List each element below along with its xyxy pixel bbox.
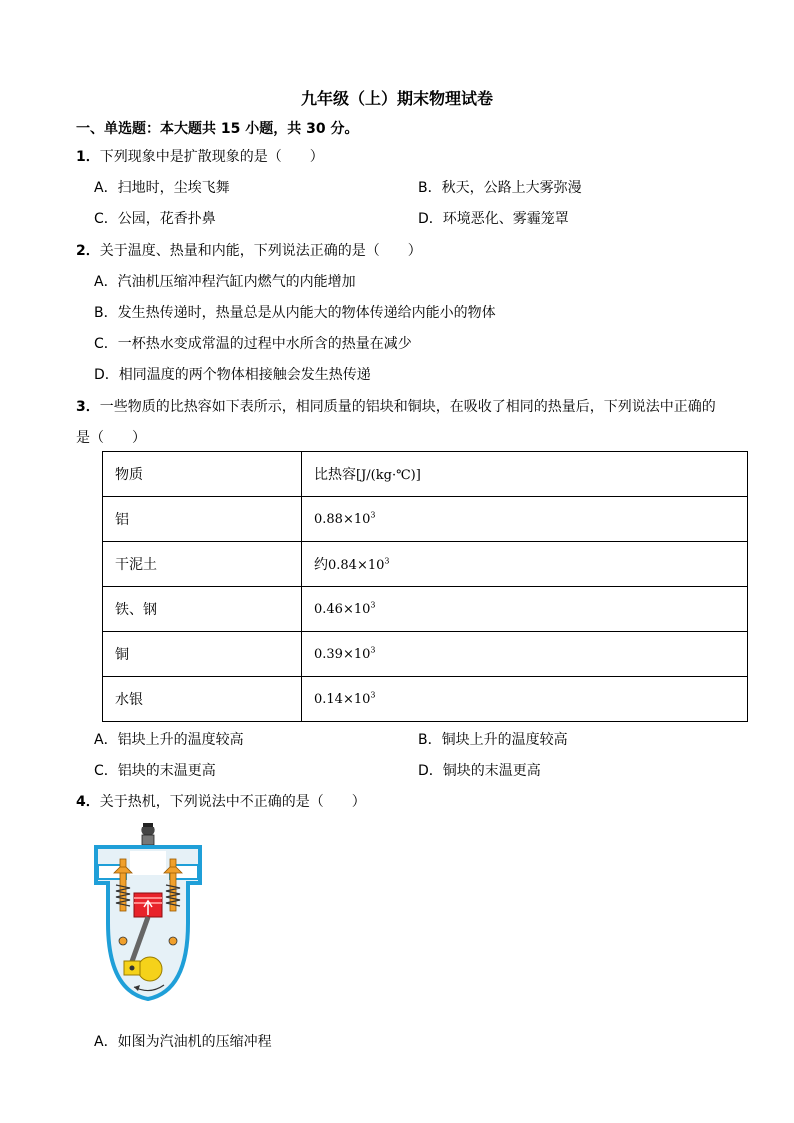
question-stem-continued: 是（ ） bbox=[76, 430, 146, 446]
option-2b[interactable]: B．发生热传递时，热量总是从内能大的物体传递给内能小的物体 bbox=[94, 305, 496, 321]
table-row bbox=[103, 542, 748, 587]
header-unit: [J/(kg·℃)] bbox=[356, 468, 421, 483]
substance-cell: 铜 bbox=[103, 632, 302, 677]
substance-cell: 铝 bbox=[103, 497, 302, 542]
value-cell: $0.14\times 10^3$ bbox=[302, 677, 748, 722]
section-heading: 一、单选题：本大题共 15 小题，共 30 分。 bbox=[76, 121, 359, 137]
option-2c[interactable]: C．一杯热水变成常温的过程中水所含的热量在减少 bbox=[94, 336, 412, 352]
question-number: 4． bbox=[76, 794, 100, 810]
question-1 bbox=[76, 146, 324, 166]
option-4a[interactable]: A．如图为汽油机的压缩冲程 bbox=[94, 1034, 272, 1050]
question-stem: 关于温度、热量和内能，下列说法正确的是（ ） bbox=[99, 243, 422, 259]
specific-heat-table bbox=[102, 451, 748, 722]
header-label: 比热容 bbox=[314, 467, 356, 483]
option-2a[interactable]: A．汽油机压缩冲程汽缸内燃气的内能增加 bbox=[94, 274, 356, 290]
value-cell: 约$0.84\times 10^3$ bbox=[302, 542, 748, 587]
option-3b[interactable]: B．铜块上升的温度较高 bbox=[418, 732, 568, 748]
table-row bbox=[103, 497, 748, 542]
question-number: 2． bbox=[76, 243, 100, 259]
question-number: 3． bbox=[76, 399, 100, 415]
value-cell: $0.46\times 10^3$ bbox=[302, 587, 748, 632]
value-cell: $0.88\times 10^3$ bbox=[302, 497, 748, 542]
substance-cell: 水银 bbox=[103, 677, 302, 722]
substance-cell: 干泥土 bbox=[103, 542, 302, 587]
question-3 bbox=[76, 396, 716, 416]
option-3a[interactable]: A．铝块上升的温度较高 bbox=[94, 732, 244, 748]
table-header-cell bbox=[302, 452, 748, 497]
option-1c[interactable]: C．公园，花香扑鼻 bbox=[94, 211, 216, 227]
table-row bbox=[103, 587, 748, 632]
option-3d[interactable]: D．铜块的末温更高 bbox=[418, 763, 541, 779]
table-row bbox=[103, 632, 748, 677]
question-number: 1． bbox=[76, 149, 100, 165]
question-stem: 一些物质的比热容如下表所示，相同质量的铝块和铜块，在吸收了相同的热量后，下列说法中正确的 bbox=[99, 399, 716, 415]
table-row bbox=[103, 677, 748, 722]
question-4 bbox=[76, 791, 366, 811]
table-header-row bbox=[103, 452, 748, 497]
page-title: 九年级（上）期末物理试卷 bbox=[300, 89, 493, 108]
option-1d[interactable]: D．环境恶化、雾霾笼罩 bbox=[418, 211, 569, 227]
option-1a[interactable]: A．扫地时，尘埃飞舞 bbox=[94, 180, 230, 196]
table-header-cell: 物质 bbox=[103, 452, 302, 497]
question-stem: 下列现象中是扩散现象的是（ ） bbox=[99, 149, 324, 165]
option-2d[interactable]: D．相同温度的两个物体相接触会发生热传递 bbox=[94, 367, 371, 383]
question-2 bbox=[76, 240, 422, 260]
question-stem: 关于热机，下列说法中不正确的是（ ） bbox=[99, 794, 366, 810]
gasoline-engine-diagram-icon bbox=[94, 823, 202, 1015]
option-3c[interactable]: C．铝块的末温更高 bbox=[94, 763, 216, 779]
value-cell: $0.39\times 10^3$ bbox=[302, 632, 748, 677]
substance-cell: 铁、钢 bbox=[103, 587, 302, 632]
option-1b[interactable]: B．秋天，公路上大雾弥漫 bbox=[418, 180, 582, 196]
